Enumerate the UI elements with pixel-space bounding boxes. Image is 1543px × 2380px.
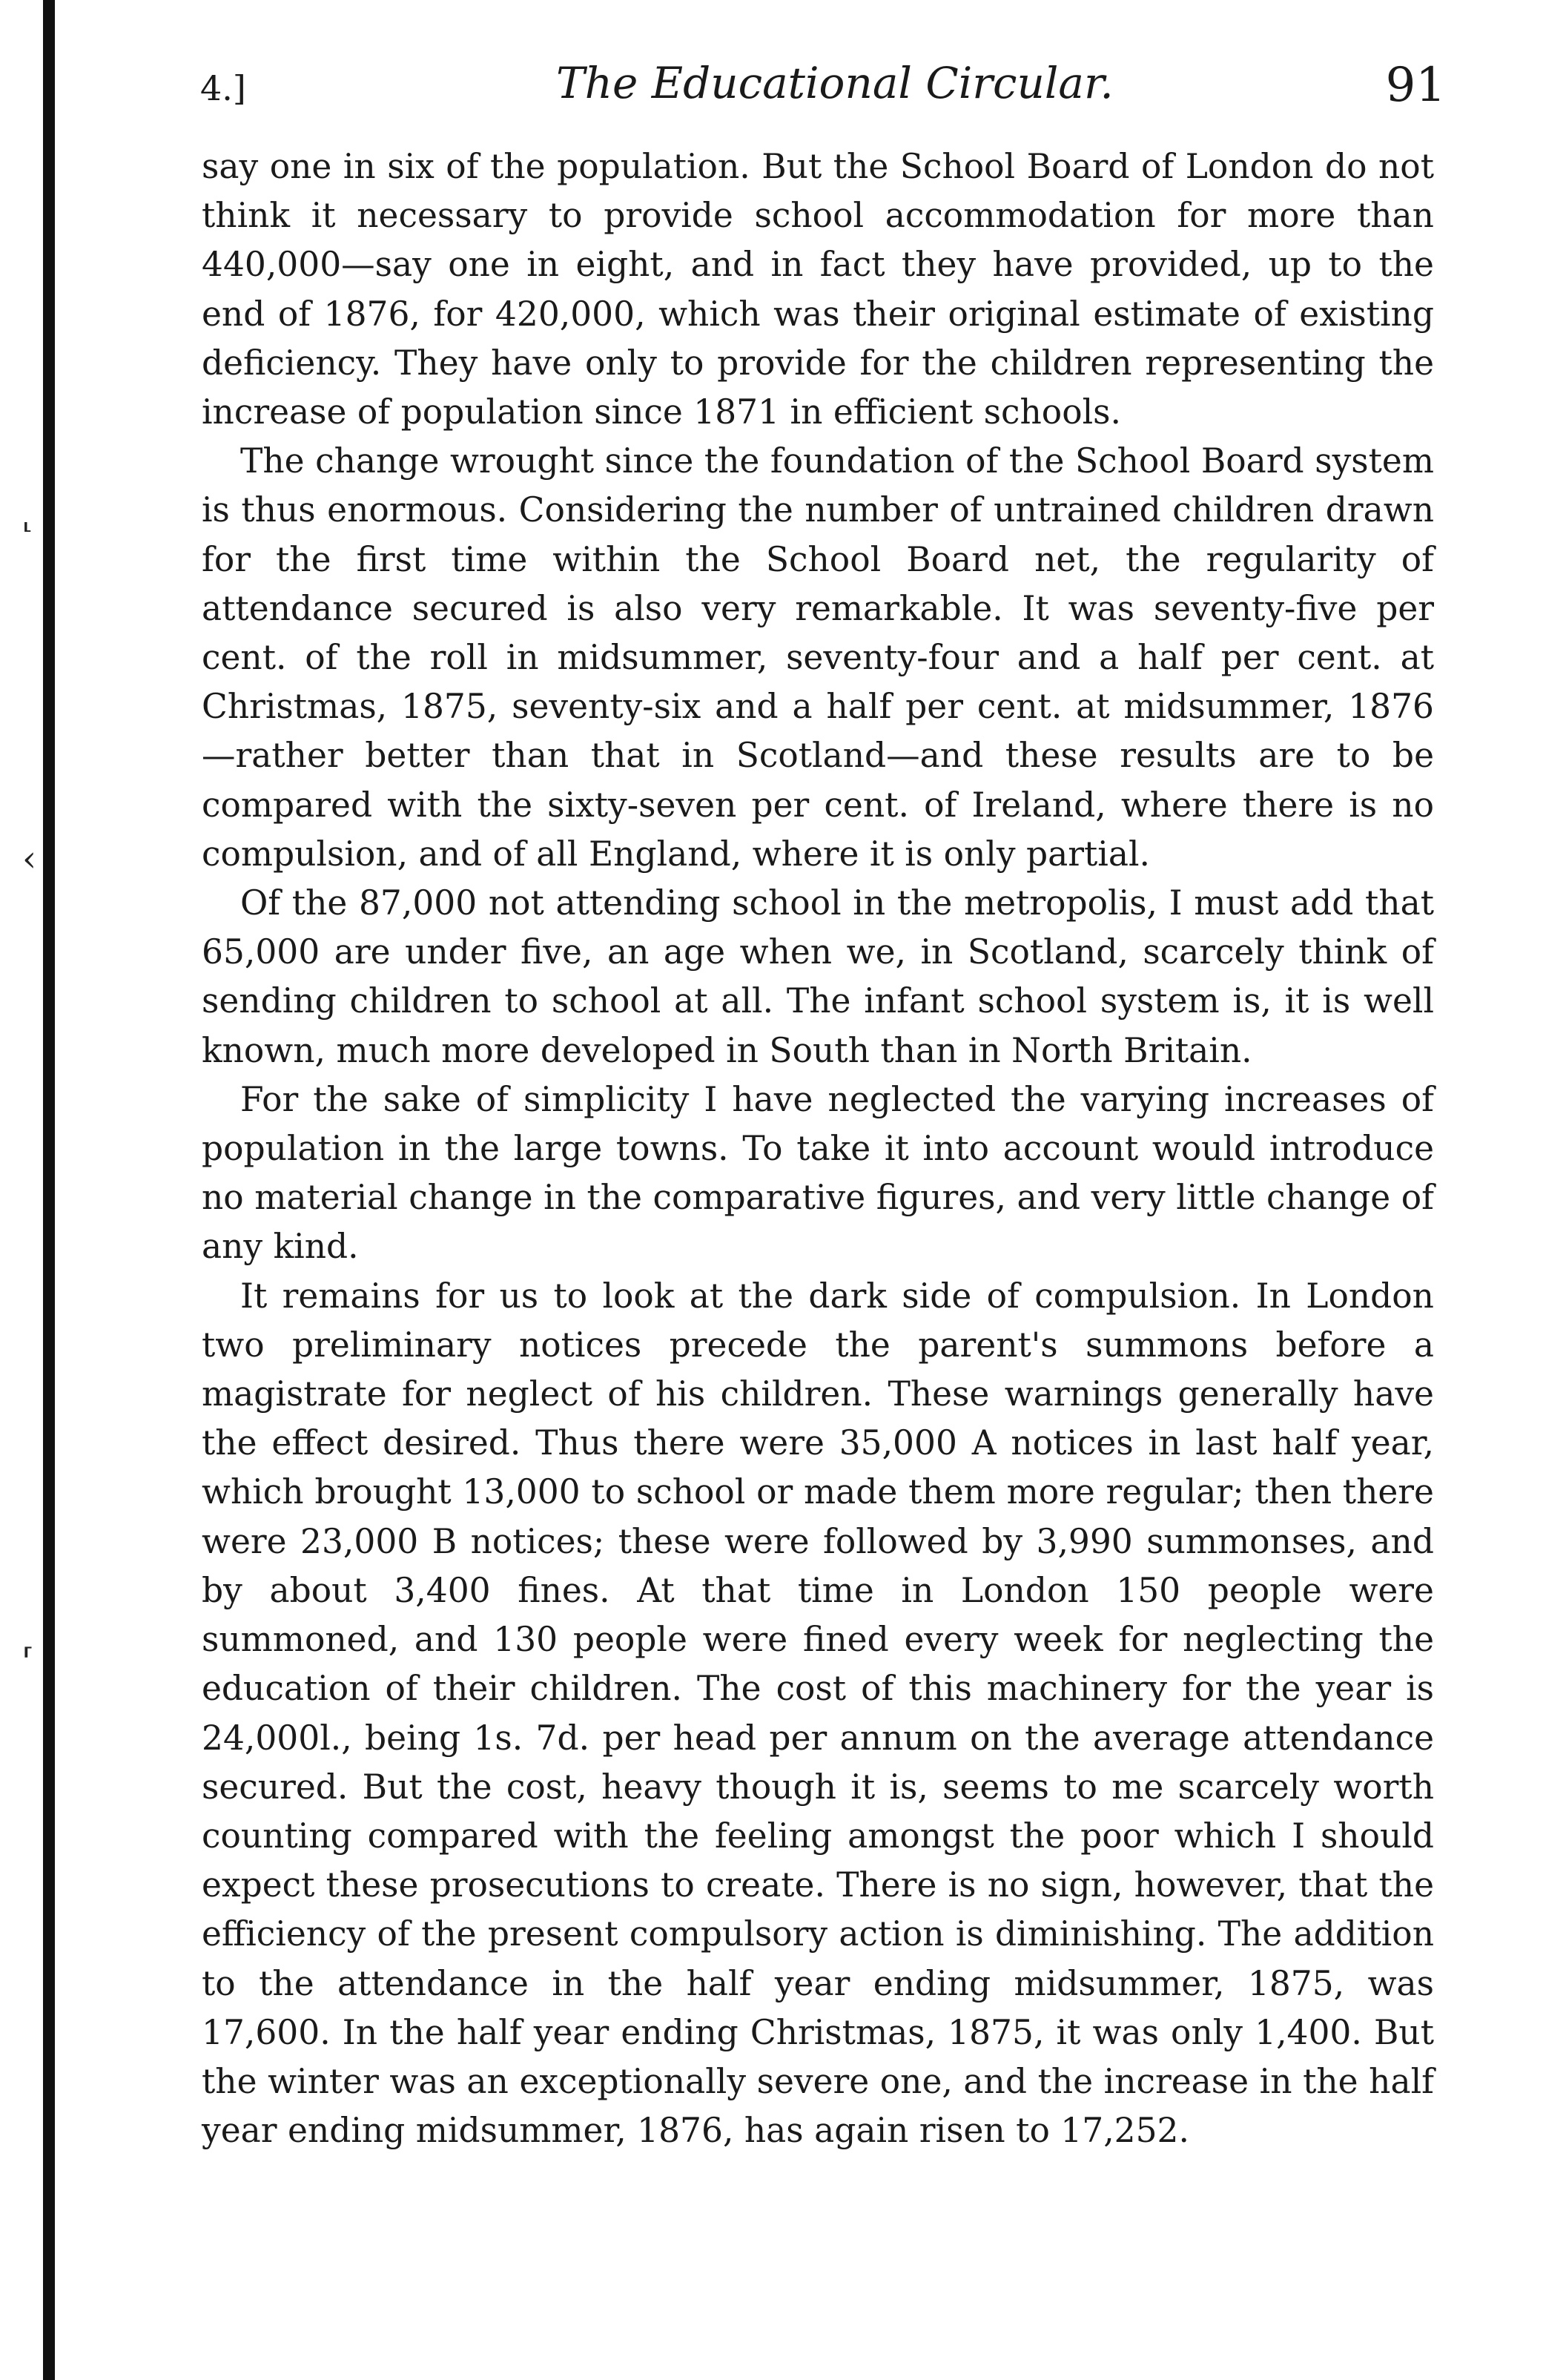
margin-mark: ⸤ xyxy=(22,504,33,535)
running-title: The Educational Circular. xyxy=(556,58,1114,108)
paragraph-1: say one in six of the population. But the School Board of London do not think it necessary to provide school accommodation for more than 440,000—say one in eight, and in fact they have provided, up to the end of 1876, for 420,000, which was their original estimate of existing deficiency. They have only to provide for the children representing the increase of population since 1871 in efficient schools. xyxy=(202,147,1434,432)
margin-mark: ⸢ xyxy=(22,1643,34,1677)
section-number: 4.] xyxy=(200,68,246,108)
page-number: 91 xyxy=(1385,58,1446,113)
body-text xyxy=(202,142,1434,2155)
page-binding-edge xyxy=(43,0,55,2380)
paragraph-3: Of the 87,000 not attending school in the metropolis, I must add that 65,000 are under five, an age when we, in Scotland, scarcely think of sending children to school at all. The infant school system is, it is well known, much more developed in South than in North Britain. xyxy=(202,883,1434,1070)
paragraph-2: The change wrought since the foundation of the School Board system is thus enormous. Considering the number of untrained children drawn for the first time within the School Board net, the regularity of attendance secured is also very remarkable. It was seventy-five per cent. of the roll in midsummer, seventy-four and a half per cent. at Christmas, 1875, seventy-six and a half per cent. at midsummer, 1876—rather better than that in Scotland—and these results are to be compared with the sixty-seven per cent. of Ireland, where there is no compulsion, and of all England, where it is only partial. xyxy=(202,441,1434,874)
margin-mark: ‹ xyxy=(22,838,37,880)
paragraph-4: For the sake of simplicity I have neglected the varying increases of population in the large towns. To take it into account would introduce no material change in the comparative figures, and very little change of any kind. xyxy=(202,1079,1434,1267)
page-header xyxy=(200,58,1446,125)
paragraph-5: It remains for us to look at the dark side of compulsion. In London two preliminary notices precede the parent's summons before a magistrate for neglect of his children. These warnings generally have the effect desired. Thus there were 35,000 A notices in last half year, which brought 13,000 to school or made them more regular; then there were 23,000 B notices; these were followed by 3,990 summonses, and by about 3,400 fines. At that time in London 150 people were summoned, and 130 people were fined every week for neglecting the education of their children. The cost of this machinery for the year is 24,000l., being 1s. 7d. per head per annum on the average attendance secured. But the cost, heavy though it is, seems to me scarcely worth counting compared with the feeling amongst the poor which I should expect these prosecutions to create. There is no sign, however, that the efficiency of the present compulsory action is diminishing. The addition to the attendance in the half year ending midsummer, 1875, was 17,600. In the half year ending Christmas, 1875, it was only 1,400. But the winter was an exceptionally severe one, and the increase in the half year ending midsummer, 1876, has again risen to 17,252. xyxy=(202,1276,1434,2151)
